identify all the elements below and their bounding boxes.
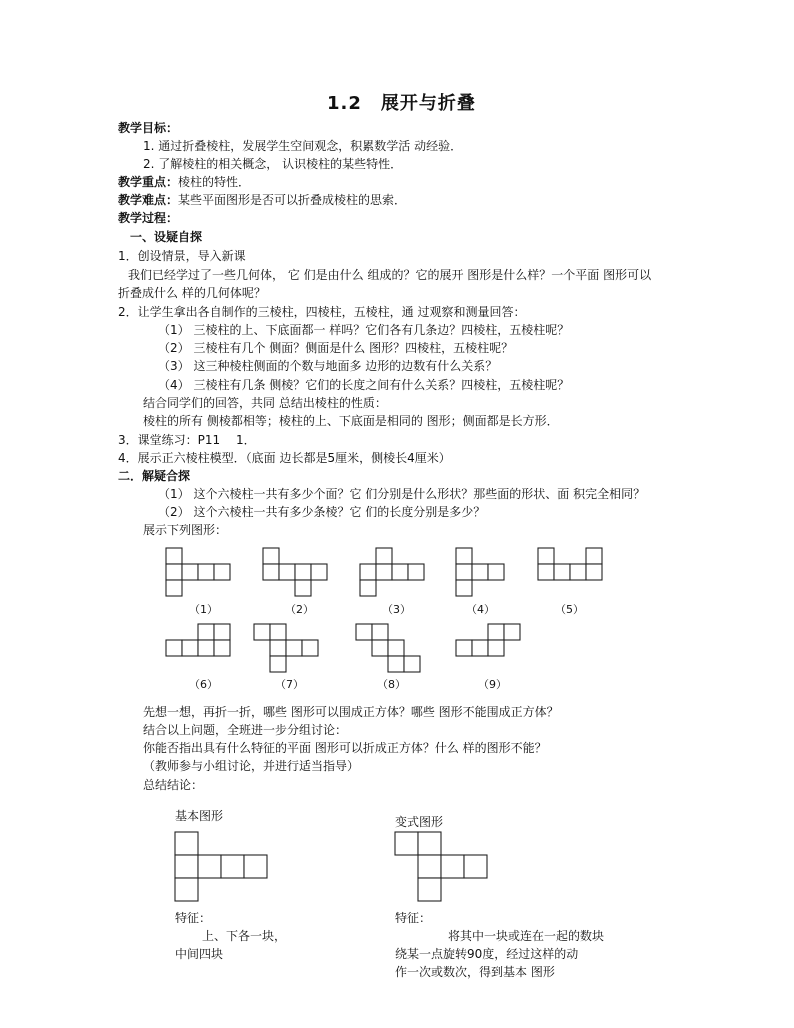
- difficulty-label: 教学难点：: [118, 193, 179, 207]
- cube-net-8: [356, 624, 426, 674]
- process-heading: 教学过程：: [118, 211, 179, 225]
- show-figures: 展示下列图形：: [143, 523, 228, 537]
- basic-figure-label: 基本图形: [175, 809, 224, 823]
- summary-text: 棱柱的所有 侧棱都相等；棱柱的上、下底面是相同的 图形；侧面都是长方形．: [143, 414, 559, 428]
- summary-intro: 结合同学们的回答，共同 总结出棱柱的性质：: [143, 396, 387, 410]
- section1-heading: 一、设疑自探: [130, 230, 203, 244]
- cube-net-6: [166, 624, 236, 664]
- cube-net-9: [456, 624, 526, 664]
- think-question: 先想一想，再折一折，哪些 图形可以围成正方体？哪些 图形不能围成正方体？: [143, 705, 559, 719]
- difficulty: [118, 192, 406, 208]
- teacher-note: （教师参与小组讨论，并进行适当指导）: [143, 759, 360, 773]
- discuss-intro: 结合以上问题，全班进一步分组讨论：: [143, 723, 348, 737]
- item1-text-line2: 折叠成什么 样的几何体呢？: [118, 286, 266, 300]
- difficulty-text: 某些平面图形是否可以折叠成棱柱的思索．: [178, 193, 407, 207]
- question-2: （2） 三棱柱有几个 侧面？侧面是什么 图形？四棱柱，五棱柱呢？: [158, 341, 514, 355]
- conclusion-label: 总结结论：: [143, 778, 204, 792]
- caption-5: （5）: [555, 603, 584, 616]
- caption-3: （3）: [382, 603, 411, 616]
- item3: 3．课堂练习：P11 1．: [118, 433, 256, 447]
- item1-text-line1: 我们已经学过了一些几何体， 它 们是由什么 组成的？它的展开 图形是什么样？一个平面 图形可以: [128, 268, 652, 282]
- cube-net-2: [263, 548, 333, 598]
- discuss-question: 你能否指出具有什么特征的平面 图形可以折成正方体？什么 样的图形不能？: [143, 741, 547, 755]
- goal-item-2: 2. 了解棱柱的相关概念， 认识棱柱的某些特性．: [143, 157, 403, 171]
- key-point-label: 教学重点：: [118, 175, 179, 189]
- section2-heading: 二．解疑合探: [118, 469, 191, 483]
- goal-item-1: 1. 通过折叠棱柱，发展学生空间观念，积累数学活 动经验．: [143, 139, 463, 153]
- caption-9: （9）: [478, 678, 507, 691]
- variant-feature-label: 特征：: [395, 911, 432, 925]
- cube-net-3: [360, 548, 430, 598]
- goals-heading: 教学目标：: [118, 121, 179, 135]
- caption-6: （6）: [189, 678, 218, 691]
- item1-title: 1．创设情景，导入新课: [118, 249, 246, 263]
- variant-feature-line2: 绕某一点旋转90度，经过这样的动: [395, 947, 579, 961]
- variant-figure-label: 变式图形: [395, 815, 444, 829]
- cube-net-4: [456, 548, 516, 598]
- key-point: [118, 174, 250, 190]
- caption-4: （4）: [466, 603, 495, 616]
- caption-1: （1）: [189, 603, 218, 616]
- caption-2: （2）: [285, 603, 314, 616]
- cube-net-7: [254, 624, 324, 674]
- section2-question-1: （1） 这个六棱柱一共有多少个面？它 们分别是什么形状？那些面的形状、面 积完全相同？: [158, 487, 646, 501]
- question-3: （3） 这三种棱柱侧面的个数与地面多 边形的边数有什么关系？: [158, 359, 498, 373]
- item4: 4．展示正六棱柱模型．（底面 边长都是5厘米，侧棱长4厘米）: [118, 451, 451, 465]
- key-point-text: 棱柱的特性．: [178, 175, 251, 189]
- item2-title: 2．让学生拿出各自制作的三棱柱，四棱柱，五棱柱，通 过观察和测量回答：: [118, 305, 526, 319]
- variant-feature-line3: 作一次或数次，得到基本 图形: [395, 965, 555, 979]
- basic-feature-line2: 中间四块: [175, 947, 224, 961]
- basic-feature-label: 特征：: [175, 911, 212, 925]
- caption-8: （8）: [377, 678, 406, 691]
- cube-net-1: [166, 548, 236, 598]
- variant-figure-net: [395, 832, 495, 907]
- page-title: 1.2 展开与折叠: [327, 93, 476, 114]
- variant-feature-line1: 将其中一块或连在一起的数块: [448, 929, 605, 943]
- question-1: （1） 三棱柱的上、下底面都一 样吗？它们各有几条边？四棱柱，五棱柱呢？: [158, 323, 570, 337]
- caption-7: （7）: [275, 678, 304, 691]
- question-4: （4） 三棱柱有几条 侧棱？它们的长度之间有什么关系？四棱柱，五棱柱呢？: [158, 378, 570, 392]
- cube-net-5: [538, 548, 608, 588]
- section2-question-2: （2） 这个六棱柱一共有多少条棱？它 们的长度分别是多少？: [158, 505, 486, 519]
- basic-figure-net: [175, 832, 275, 907]
- basic-feature-line1: 上、下各一块，: [202, 929, 287, 943]
